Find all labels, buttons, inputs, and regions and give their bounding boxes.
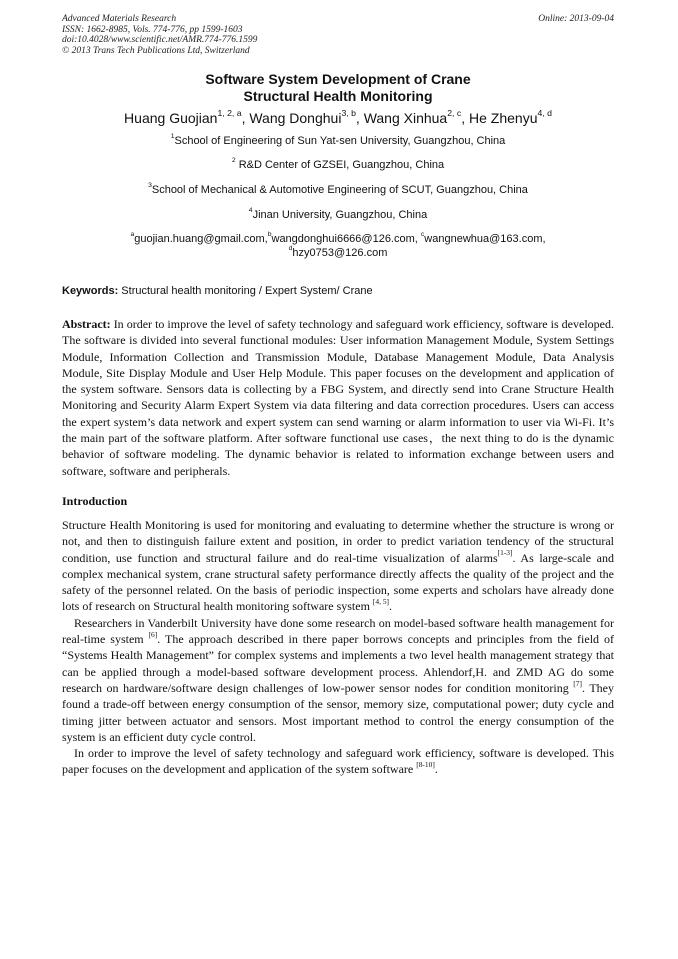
journal-doi: doi:10.4028/www.scientific.net/AMR.774-776.1599 [62,35,258,45]
email-b: wangdonghui6666@126.com, [271,233,421,245]
abstract-text: In order to improve the level of safety technology and safeguard work efficiency, software is developed. The software is divided into several functional modules: User information Management Module, System Settings Module, Information Collection and Transmission Module, Database Management Module, Data Analysis Module, Site Display Module and User Help Module. This paper focuses on the development and application of the system software. Sensors data is collecting by a FBG System, and directly send into Crane Structure Health Monitoring and Security Alarm Expert System via data filtering and data correction procedures. Users can access the expert system’s data network and expert system can send warning or alarm information to user via Wi-Fi. It’s the main part of the software platform. After software functional use cases，the next thing to do is the dynamic behavior of software modeling. The dynamic behavior is related to information exchange between users and software, software and peripherals. [62,317,614,478]
intro-paragraph-3 [62,745,614,778]
affiliation-4 [62,208,614,222]
citation: [6] [148,629,158,639]
email-sup: b [267,231,272,239]
journal-copyright: © 2013 Trans Tech Publications Ltd, Switzerland [62,45,250,56]
paragraph-text: Researchers in Vanderbilt University have done some research on model-based software health management for real-time system [62,615,614,647]
paper-title [62,71,614,105]
keywords [62,284,614,298]
affiliation-text: Jinan University, Guangzhou, China [252,209,428,221]
email-sup: d [288,245,293,253]
affiliation-text: School of Engineering of Sun Yat-sen University, Guangzhou, China [174,135,506,147]
intro-paragraph-2 [62,615,614,745]
citation: [1-3] [497,548,513,558]
paragraph-text: In order to improve the level of safety technology and safeguard work efficiency, software is developed. This paper focuses on the development and application of the system software [62,746,614,777]
paragraph-text: . They found a trade-off between energy consumption of the sensor, memory size, computational power; duty cycle and timing jitter between actuator and sensors. Most important method to control the energy consumption of the system is an efficient duty cycle control. [62,680,614,744]
affiliation-1 [62,134,614,148]
email-a: guojian.huang@gmail.com, [134,233,268,245]
email-sup: c [420,231,425,239]
author-name: He Zhenyu [469,110,538,126]
journal-issn: ISSN: 1662-8985, Vols. 774-776, pp 1599-1603 [62,24,243,35]
paragraph-text: . As large-scale and complex mechanical system, crane structural safety performance directly affects the quality of the project and the safety of the personnel related. On the basis of periodic inspection, some experts and scholars have already done lots of research on Structural health monitoring software system [62,550,614,614]
affiliation-sup: 2 [231,157,236,165]
affiliation-sup: 3 [148,182,152,190]
email-line-1 [62,232,614,246]
paragraph-text: . The approach described in there paper borrows concepts and principles from the field of “Systems Health Management” for complex systems and implements a two level health management strategy that can be applied through a model-based software development process. Ahlendorf,H. and ZMD AG do some research on hardware/software design challenges of low-power sensor nodes for condition monitoring [62,632,614,695]
citation: [7] [573,678,582,688]
section-heading-introduction: Introduction [62,493,128,508]
affiliation-text: School of Mechanical & Automotive Engineering of SCUT, Guangzhou, China [151,184,528,196]
keywords-text: Structural health monitoring / Expert System/ Crane [118,285,373,297]
email-d: hzy0753@126.com [292,247,388,259]
affiliation-2 [62,158,614,172]
affiliation-3 [62,183,614,197]
author-name: Wang Donghui [249,110,342,126]
intro-paragraph-1 [62,517,614,615]
author-name: Huang Guojian [124,110,218,126]
affiliation-text: R&D Center of GZSEI, Guangzhou, China [235,159,445,171]
paragraph-text: . [389,599,393,614]
abstract [62,316,614,479]
author-sep: , [241,110,250,126]
author-sup: 3, b [341,108,356,119]
author-emails [62,232,614,260]
email-line-2 [62,246,614,260]
citation: [8-10] [416,760,435,770]
paragraph-text: Structure Health Monitoring is used for monitoring and evaluating to determine whether the structure is wrong or not, and then to distinguish failure extent and position, in order to predict variation tendency of the structural condition, use function and structural failure and do real-time visualization of alarms [62,517,614,565]
affiliation-sup: 1 [170,133,175,141]
author-sup: 4, d [537,108,552,119]
author-name: Wang Xinhua [363,110,448,126]
author-sup: 1, 2, a [217,108,242,119]
keywords-label: Keywords: [62,285,119,297]
journal-name: Advanced Materials Research [62,14,177,24]
author-sep: , [355,110,364,126]
author-sep: , [461,110,469,126]
author-sup: 2, c [447,108,462,119]
citation: [4, 5] [372,597,390,607]
abstract-label: Abstract: [62,317,111,331]
title-line-2: Structural Health Monitoring [243,88,433,104]
paragraph-text: . [434,762,438,777]
journal-header [62,14,614,56]
paper-page [62,14,614,778]
title-line-1: Software System Development of Crane [205,71,471,87]
online-date: Online: 2013-09-04 [538,14,614,24]
email-c: wangnewhua@163.com, [424,233,546,245]
affiliation-sup: 4 [248,207,253,215]
author-list [62,109,614,127]
email-sup: a [130,231,135,239]
